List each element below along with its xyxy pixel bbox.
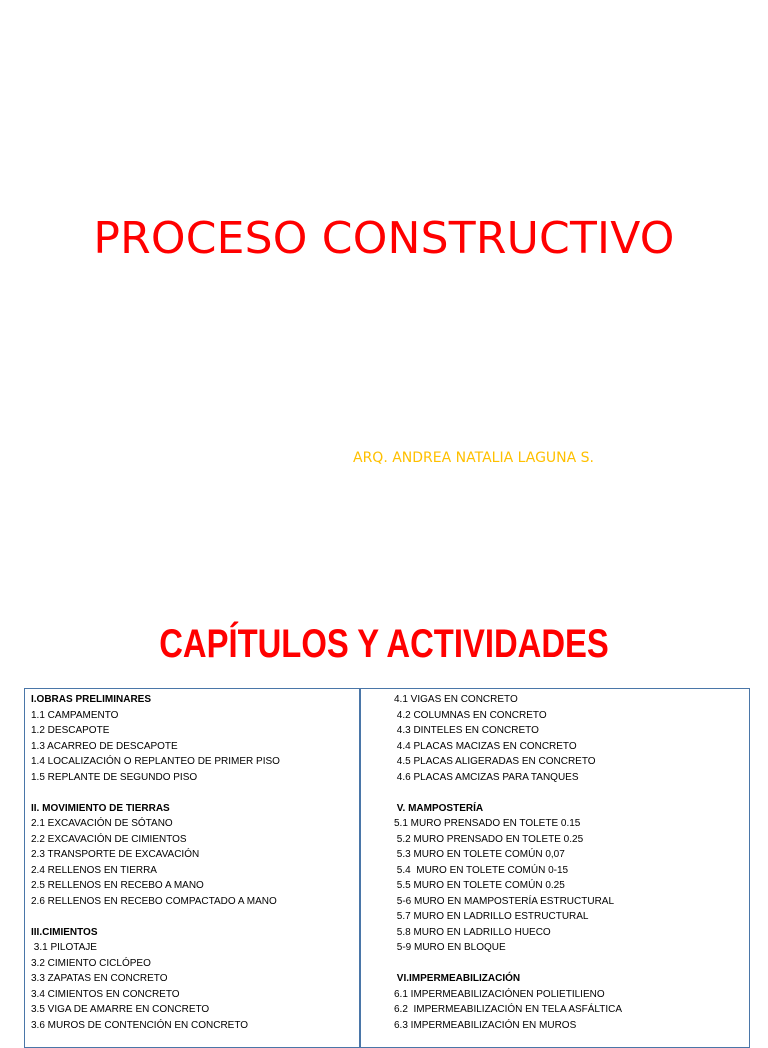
spacer (31, 909, 356, 925)
activity-item: 6.1 IMPERMEABILIZACIÓNEN POLIETILIENO (394, 988, 605, 1000)
spacer (394, 785, 744, 801)
activity-item: 3.2 CIMIENTO CICLÓPEO (31, 957, 151, 969)
activity-item: 1.5 REPLANTE DE SEGUNDO PISO (31, 771, 198, 783)
chapter-header: I.OBRAS PRELIMINARES (31, 694, 152, 705)
activity-item: 4.5 PLACAS ALIGERADAS EN CONCRETO (394, 756, 596, 767)
activity-item: 3.5 VIGA DE AMARRE EN CONCRETO (31, 1004, 210, 1015)
activity-item: 1.3 ACARREO DE DESCAPOTE (31, 740, 178, 752)
column-divider (359, 688, 361, 1048)
activity-item: 2.4 RELLENOS EN TIERRA (31, 864, 157, 876)
activity-item: 3.3 ZAPATAS EN CONCRETO (31, 973, 168, 984)
activity-item: 1.4 LOCALIZACIÓN O REPLANTEO DE PRIMER PISO (31, 756, 280, 767)
chapter-header: II. MOVIMIENTO DE TIERRAS (31, 802, 170, 814)
activity-item: 4.6 PLACAS AMCIZAS PARA TANQUES (394, 771, 579, 783)
activity-item: 6.3 IMPERMEABILIZACIÓN EN MUROS (394, 1019, 577, 1031)
activity-item: 2.2 EXCAVACIÓN DE CIMIENTOS (31, 833, 187, 845)
activity-item: 5.1 MURO PRENSADO EN TOLETE 0.15 (394, 818, 581, 829)
activity-item: 5-6 MURO EN MAMPOSTERÍA ESTRUCTURAL (394, 895, 615, 907)
slide-title: PROCESO CONSTRUCTIVO (93, 213, 675, 264)
spacer (31, 785, 356, 801)
activity-item: 4.1 VIGAS EN CONCRETO (394, 694, 518, 705)
activity-item: 2.5 RELLENOS EN RECEBO A MANO (31, 880, 204, 891)
activity-item: 3.6 MUROS DE CONTENCIÓN EN CONCRETO (31, 1019, 249, 1031)
activity-item: 5.3 MURO EN TOLETE COMÚN 0,07 (394, 849, 565, 860)
chapter-header: VI.IMPERMEABILIZACIÓN (394, 973, 521, 984)
activity-item: 6.2 IMPERMEABILIZACIÓN EN TELA ASFÁLTICA (394, 1004, 623, 1015)
activity-item: 2.3 TRANSPORTE DE EXCAVACIÓN (31, 849, 200, 860)
chapters-heading: CAPÍTULOS Y ACTIVIDADES (159, 622, 609, 666)
activity-item: 5.4 MURO EN TOLETE COMÚN 0-15 (394, 864, 569, 876)
activity-item: 2.1 EXCAVACIÓN DE SÓTANO (31, 818, 173, 829)
chapter-header: III.CIMIENTOS (31, 926, 98, 938)
activity-item: 3.1 PILOTAJE (31, 942, 97, 953)
activity-item: 4.3 DINTELES EN CONCRETO (394, 725, 539, 736)
activity-item: 2.6 RELLENOS EN RECEBO COMPACTADO A MANO (31, 895, 277, 907)
left-activity-column (31, 692, 356, 1033)
activity-item: 5.5 MURO EN TOLETE COMÚN 0.25 (394, 880, 565, 891)
spacer (394, 956, 744, 972)
activity-item: 5.2 MURO PRENSADO EN TOLETE 0.25 (394, 833, 584, 845)
activity-item: 1.1 CAMPAMENTO (31, 709, 119, 721)
right-activity-column (394, 692, 744, 1033)
activity-item: 4.2 COLUMNAS EN CONCRETO (394, 709, 547, 721)
slide-author: ARQ. ANDREA NATALIA LAGUNA S. (353, 450, 595, 466)
chapter-header: V. MAMPOSTERÍA (394, 802, 484, 814)
activity-item: 1.2 DESCAPOTE (31, 725, 110, 736)
activity-item: 4.4 PLACAS MACIZAS EN CONCRETO (394, 740, 577, 752)
activity-item: 5.7 MURO EN LADRILLO ESTRUCTURAL (394, 911, 589, 922)
activity-item: 3.4 CIMIENTOS EN CONCRETO (31, 988, 180, 1000)
activity-item: 5-9 MURO EN BLOQUE (394, 942, 506, 953)
activity-item: 5.8 MURO EN LADRILLO HUECO (394, 926, 551, 938)
